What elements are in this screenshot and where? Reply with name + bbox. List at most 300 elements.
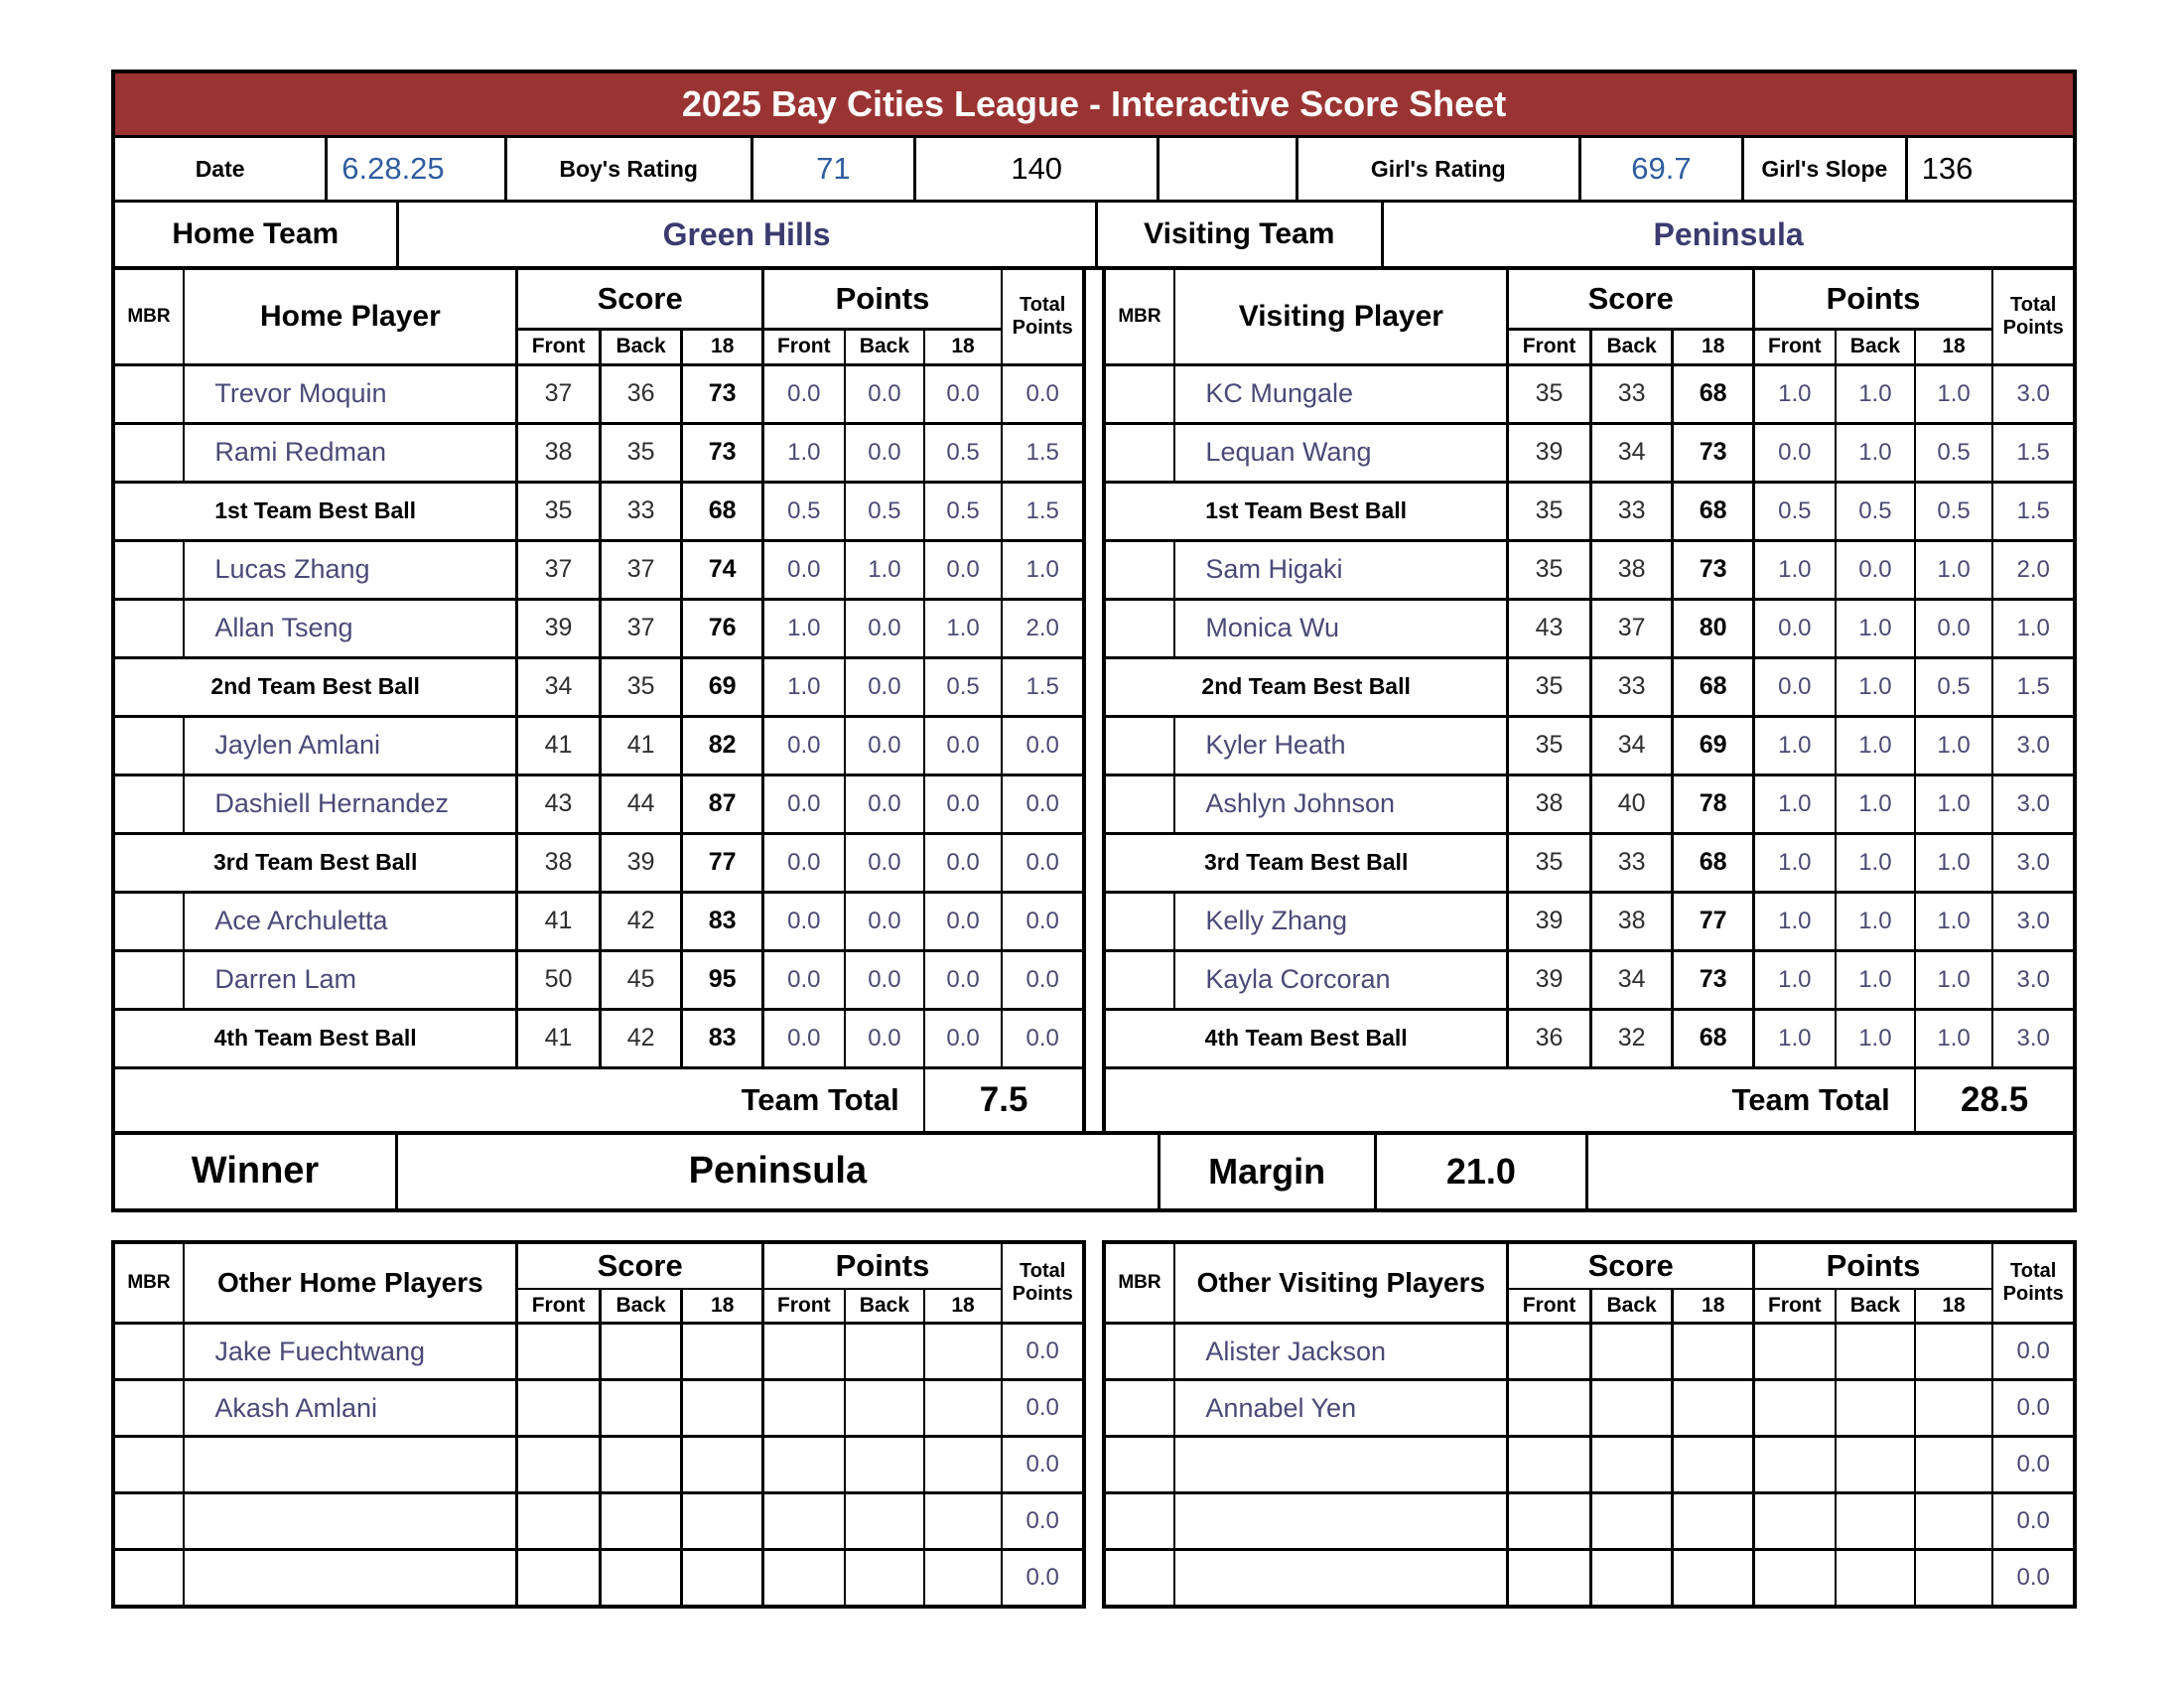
total-points-cell: 0.0	[1003, 1325, 1082, 1378]
points-18-cell	[925, 1551, 1001, 1605]
score-front-cell[interactable]: 38	[518, 425, 600, 481]
player-name-cell[interactable]: Ace Archuletta	[185, 894, 515, 949]
score-back-cell[interactable]: 33	[1592, 835, 1672, 891]
score-front-cell[interactable]: 41	[518, 894, 600, 949]
points-18-cell	[925, 1325, 1001, 1378]
player-name-cell[interactable]	[185, 1494, 515, 1548]
girls-rating-value-cell[interactable]: 69.7	[1581, 138, 1741, 200]
score-front-cell[interactable]	[518, 1325, 600, 1378]
mbr-cell[interactable]	[1106, 542, 1173, 598]
points-18-cell: 0.5	[925, 425, 1001, 481]
score-back-cell[interactable]: 41	[602, 718, 681, 774]
player-name-cell[interactable]: 3rd Team Best Ball	[1106, 835, 1506, 891]
other-visiting-table-header	[1106, 1244, 2073, 1323]
score-back-cell[interactable]: 33	[1592, 366, 1672, 422]
score-18-cell: 68	[1674, 659, 1753, 715]
table-row	[115, 366, 1082, 422]
score-front-cell[interactable]: 35	[1509, 718, 1590, 774]
table-row	[115, 1438, 1082, 1491]
player-name-cell[interactable]: 3rd Team Best Ball	[115, 835, 515, 891]
player-name-cell[interactable]: Darren Lam	[185, 952, 515, 1008]
points-front-cell: 1.0	[1755, 835, 1835, 891]
table-row	[115, 484, 1082, 539]
player-name-cell[interactable]: KC Mungale	[1175, 366, 1506, 422]
visiting-table-header	[1106, 270, 2073, 363]
score-18-cell	[1674, 1551, 1753, 1605]
score-back-cell[interactable]: 35	[602, 425, 681, 481]
total-points-cell: 2.0	[1003, 601, 1082, 656]
table-row	[115, 542, 1082, 598]
score-front-cell[interactable]: 41	[518, 718, 600, 774]
mbr-cell[interactable]	[115, 1325, 183, 1378]
other-home-players-header: Other Home Players	[185, 1244, 515, 1323]
score-front-cell[interactable]	[518, 1381, 600, 1435]
mbr-cell[interactable]	[1106, 1551, 1173, 1605]
score-back-cell[interactable]: 40	[1592, 776, 1672, 832]
table-row	[1106, 835, 2073, 891]
score-back-cell[interactable]	[1592, 1438, 1672, 1491]
points-back-cell	[846, 1494, 923, 1548]
points-18-cell: 0.5	[925, 659, 1001, 715]
score-back-cell[interactable]: 45	[602, 952, 681, 1008]
score-back-cell[interactable]	[1592, 1381, 1672, 1435]
points-18-header: 18	[925, 1290, 1001, 1322]
score-back-cell[interactable]: 33	[1592, 484, 1672, 539]
score-back-cell[interactable]: 34	[1592, 718, 1672, 774]
player-name-cell[interactable]: 4th Team Best Ball	[115, 1011, 515, 1066]
mbr-cell[interactable]	[115, 542, 183, 598]
points-18-cell: 1.0	[925, 601, 1001, 656]
points-back-cell: 1.0	[1837, 1011, 1914, 1066]
player-name-cell[interactable]: Kayla Corcoran	[1175, 952, 1506, 1008]
points-back-header: Back	[1837, 1290, 1914, 1322]
mbr-cell[interactable]	[1106, 952, 1173, 1008]
mbr-cell[interactable]	[1106, 718, 1173, 774]
total-points-cell: 1.5	[1003, 484, 1082, 539]
score-back-cell[interactable]: 36	[602, 366, 681, 422]
points-back-cell: 0.0	[846, 718, 923, 774]
player-name-cell[interactable]: Ashlyn Johnson	[1175, 776, 1506, 832]
player-name-cell[interactable]: 2nd Team Best Ball	[115, 659, 515, 715]
score-front-cell[interactable]	[518, 1551, 600, 1605]
points-front-cell: 1.0	[1755, 952, 1835, 1008]
player-name-cell[interactable]: Rami Redman	[185, 425, 515, 481]
score-18-cell: 87	[683, 776, 762, 832]
score-back-cell[interactable]	[602, 1494, 681, 1548]
player-name-cell[interactable]	[185, 1438, 515, 1491]
points-front-cell	[1755, 1325, 1835, 1378]
table-row	[1106, 1551, 2073, 1605]
score-back-cell[interactable]	[1592, 1325, 1672, 1378]
mbr-cell[interactable]	[115, 1494, 183, 1548]
score-front-cell[interactable]: 35	[1509, 542, 1590, 598]
mbr-cell[interactable]	[115, 776, 183, 832]
score-front-cell[interactable]: 35	[1509, 484, 1590, 539]
score-front-cell[interactable]	[518, 1494, 600, 1548]
mbr-cell[interactable]	[1106, 1325, 1173, 1378]
mbr-cell[interactable]	[115, 718, 183, 774]
player-name-cell[interactable]	[1175, 1438, 1506, 1491]
score-18-cell: 95	[683, 952, 762, 1008]
score-front-cell[interactable]: 50	[518, 952, 600, 1008]
total-points-cell: 1.5	[1993, 425, 2073, 481]
points-18-cell: 0.0	[925, 894, 1001, 949]
score-back-cell[interactable]: 39	[602, 835, 681, 891]
visiting-team-total-row	[1106, 1069, 2073, 1131]
points-18-cell	[925, 1438, 1001, 1491]
points-group-header: Points	[764, 270, 1001, 328]
mbr-cell[interactable]	[115, 1438, 183, 1491]
table-row	[115, 952, 1082, 1008]
points-front-cell: 0.0	[764, 1011, 844, 1066]
score-front-cell[interactable]: 39	[518, 601, 600, 656]
player-name-cell[interactable]: Lequan Wang	[1175, 425, 1506, 481]
player-name-cell[interactable]: Alister Jackson	[1175, 1325, 1506, 1378]
points-back-cell	[846, 1381, 923, 1435]
score-back-cell[interactable]: 44	[602, 776, 681, 832]
score-18-cell: 82	[683, 718, 762, 774]
total-points-cell: 0.0	[1993, 1494, 2073, 1548]
total-points-cell: 0.0	[1003, 835, 1082, 891]
points-18-cell: 0.5	[1916, 659, 1991, 715]
mbr-cell[interactable]	[115, 1381, 183, 1435]
total-points-header-line2: Points	[2002, 316, 2064, 339]
points-front-cell: 0.0	[1755, 425, 1835, 481]
points-18-cell	[1916, 1551, 1991, 1605]
table-row	[115, 1325, 1082, 1378]
margin-label: Margin	[1160, 1135, 1374, 1208]
margin-value-cell: 21.0	[1377, 1135, 1586, 1208]
total-points-header-line1: Total	[2010, 1259, 2057, 1282]
player-name-cell[interactable]: Monica Wu	[1175, 601, 1506, 656]
table-row	[1106, 952, 2073, 1008]
mbr-cell[interactable]	[1106, 1438, 1173, 1491]
mbr-cell[interactable]	[115, 425, 183, 481]
mbr-cell[interactable]	[115, 952, 183, 1008]
winner-blank-cell	[1588, 1135, 2073, 1208]
player-name-cell[interactable]	[185, 1551, 515, 1605]
score-18-cell: 77	[1674, 894, 1753, 949]
points-front-cell: 1.0	[1755, 1011, 1835, 1066]
score-18-cell: 73	[1674, 542, 1753, 598]
girls-slope-value-cell[interactable]: 136	[1908, 138, 2073, 200]
home-table-header	[115, 270, 1082, 363]
total-points-header-line1: Total	[2010, 293, 2057, 316]
score-front-cell[interactable]	[1509, 1381, 1590, 1435]
points-back-cell: 0.0	[846, 366, 923, 422]
score-front-cell[interactable]: 35	[1509, 366, 1590, 422]
page-title: 2025 Bay Cities League - Interactive Score Sheet	[115, 73, 2073, 135]
score-back-cell[interactable]	[602, 1438, 681, 1491]
boys-slope-value-cell[interactable]: 140	[916, 138, 1157, 200]
mbr-cell[interactable]	[115, 601, 183, 656]
score-front-cell[interactable]: 43	[1509, 601, 1590, 656]
points-back-cell: 1.0	[1837, 894, 1914, 949]
home-team-total-value: 7.5	[925, 1069, 1082, 1131]
total-points-cell: 1.5	[1003, 659, 1082, 715]
score-front-cell[interactable]	[1509, 1551, 1590, 1605]
points-back-cell: 1.0	[846, 542, 923, 598]
home-team-name-cell[interactable]: Green Hills	[399, 203, 1095, 266]
score-18-cell: 83	[683, 1011, 762, 1066]
total-points-cell: 1.5	[1003, 425, 1082, 481]
table-row	[1106, 1011, 2073, 1066]
table-row	[1106, 894, 2073, 949]
score-18-cell	[1674, 1325, 1753, 1378]
total-points-cell: 0.0	[1003, 1438, 1082, 1491]
points-front-cell: 1.0	[1755, 718, 1835, 774]
score-back-cell[interactable]	[602, 1551, 681, 1605]
total-points-cell: 1.5	[1993, 659, 2073, 715]
visiting-score-table	[1102, 266, 2077, 1135]
score-back-cell[interactable]: 38	[1592, 542, 1672, 598]
points-back-cell: 1.0	[1837, 659, 1914, 715]
score-back-cell[interactable]: 42	[602, 894, 681, 949]
total-points-cell: 0.0	[1003, 1551, 1082, 1605]
other-home-table-body	[115, 1325, 1082, 1605]
player-name-cell[interactable]: Kelly Zhang	[1175, 894, 1506, 949]
total-points-header-line1: Total	[1020, 293, 1066, 316]
points-front-cell: 0.0	[764, 366, 844, 422]
points-back-cell: 0.5	[846, 484, 923, 539]
score-18-cell: 83	[683, 894, 762, 949]
score-18-cell: 80	[1674, 601, 1753, 656]
score-front-cell[interactable]: 35	[518, 484, 600, 539]
player-name-cell[interactable]: Akash Amlani	[185, 1381, 515, 1435]
player-name-cell[interactable]: Kyler Heath	[1175, 718, 1506, 774]
player-name-cell[interactable]: Jake Fuechtwang	[185, 1325, 515, 1378]
score-back-cell[interactable]: 34	[1592, 952, 1672, 1008]
score-18-cell: 73	[1674, 952, 1753, 1008]
score-front-cell[interactable]: 39	[1509, 894, 1590, 949]
mbr-cell[interactable]	[115, 366, 183, 422]
score-back-cell[interactable]: 42	[602, 1011, 681, 1066]
score-18-cell: 73	[683, 425, 762, 481]
score-front-cell[interactable]: 35	[1509, 835, 1590, 891]
table-row	[1106, 601, 2073, 656]
home-team-total-row	[115, 1069, 1082, 1131]
winner-row	[111, 1131, 2077, 1212]
total-points-header	[1993, 1244, 2073, 1323]
score-front-cell[interactable]: 34	[518, 659, 600, 715]
visiting-team-name-cell[interactable]: Peninsula	[1384, 203, 2073, 266]
total-points-cell: 3.0	[1993, 718, 2073, 774]
score-front-header: Front	[1509, 331, 1590, 363]
player-name-cell[interactable]: Annabel Yen	[1175, 1381, 1506, 1435]
score-18-cell: 73	[1674, 425, 1753, 481]
points-back-cell: 1.0	[1837, 835, 1914, 891]
points-front-cell	[764, 1381, 844, 1435]
points-back-cell	[1837, 1438, 1914, 1491]
points-back-cell: 0.0	[846, 601, 923, 656]
score-front-cell[interactable]: 35	[1509, 659, 1590, 715]
score-front-cell[interactable]: 39	[1509, 952, 1590, 1008]
mbr-cell[interactable]	[1106, 366, 1173, 422]
points-18-cell: 0.0	[925, 835, 1001, 891]
girls-rating-label: Girl's Rating	[1298, 138, 1578, 200]
points-back-cell: 1.0	[1837, 425, 1914, 481]
table-row	[1106, 1325, 2073, 1378]
points-18-cell: 0.0	[925, 366, 1001, 422]
points-back-cell: 0.0	[846, 659, 923, 715]
points-front-cell: 1.0	[1755, 542, 1835, 598]
score-front-cell[interactable]	[1509, 1325, 1590, 1378]
score-front-cell[interactable]: 36	[1509, 1011, 1590, 1066]
points-18-cell: 1.0	[1916, 894, 1991, 949]
points-group-header: Points	[1755, 270, 1991, 328]
score-back-header: Back	[602, 1290, 681, 1322]
score-18-header: 18	[1674, 1290, 1753, 1322]
score-back-header: Back	[602, 331, 681, 363]
score-18-cell: 69	[1674, 718, 1753, 774]
player-name-cell[interactable]: Jaylen Amlani	[185, 718, 515, 774]
table-row	[115, 601, 1082, 656]
mbr-cell[interactable]	[1106, 894, 1173, 949]
player-name-cell[interactable]	[1175, 1551, 1506, 1605]
player-name-cell[interactable]: Dashiell Hernandez	[185, 776, 515, 832]
other-visiting-table-body	[1106, 1325, 2073, 1605]
score-18-cell	[683, 1381, 762, 1435]
table-row	[115, 776, 1082, 832]
score-front-cell[interactable]	[1509, 1494, 1590, 1548]
table-row	[1106, 1494, 2073, 1548]
score-front-cell[interactable]: 38	[1509, 776, 1590, 832]
total-points-cell: 0.0	[1003, 366, 1082, 422]
mbr-header: MBR	[1106, 1244, 1173, 1323]
points-18-cell: 0.0	[925, 1011, 1001, 1066]
meta-fields-row	[115, 138, 2073, 200]
points-back-cell: 0.0	[846, 776, 923, 832]
player-name-cell[interactable]: Trevor Moquin	[185, 366, 515, 422]
points-front-cell: 1.0	[764, 425, 844, 481]
points-back-header: Back	[846, 331, 923, 363]
player-name-cell[interactable]: Sam Higaki	[1175, 542, 1506, 598]
boys-rating-value-cell[interactable]: 71	[753, 138, 913, 200]
points-front-header: Front	[764, 1290, 844, 1322]
total-points-cell: 3.0	[1993, 952, 2073, 1008]
score-back-cell[interactable]: 33	[602, 484, 681, 539]
table-row	[1106, 484, 2073, 539]
mbr-cell[interactable]	[1106, 776, 1173, 832]
player-name-cell[interactable]	[1175, 1494, 1506, 1548]
score-18-cell: 68	[683, 484, 762, 539]
total-points-header	[1003, 270, 1082, 363]
score-back-cell[interactable]	[602, 1325, 681, 1378]
player-name-cell[interactable]: 1st Team Best Ball	[115, 484, 515, 539]
points-18-cell: 0.0	[925, 542, 1001, 598]
points-back-cell: 0.0	[846, 425, 923, 481]
player-name-cell[interactable]: 2nd Team Best Ball	[1106, 659, 1506, 715]
score-back-cell[interactable]	[1592, 1551, 1672, 1605]
total-points-header	[1993, 270, 2073, 363]
winner-label: Winner	[115, 1135, 395, 1208]
score-front-header: Front	[1509, 1290, 1590, 1322]
score-18-cell: 68	[1674, 1011, 1753, 1066]
other-home-table-header	[115, 1244, 1082, 1323]
total-points-cell: 3.0	[1993, 894, 2073, 949]
points-back-cell	[846, 1325, 923, 1378]
points-back-cell: 0.0	[846, 1011, 923, 1066]
player-name-cell[interactable]: 4th Team Best Ball	[1106, 1011, 1506, 1066]
points-18-cell	[1916, 1494, 1991, 1548]
score-back-cell[interactable]: 37	[1592, 601, 1672, 656]
total-points-cell: 1.0	[1003, 542, 1082, 598]
mbr-cell[interactable]	[1106, 425, 1173, 481]
score-front-header: Front	[518, 1290, 600, 1322]
points-back-cell: 1.0	[1837, 952, 1914, 1008]
home-score-table	[111, 266, 1086, 1135]
score-back-cell[interactable]	[1592, 1494, 1672, 1548]
score-back-cell[interactable]	[602, 1381, 681, 1435]
score-front-cell[interactable]: 39	[1509, 425, 1590, 481]
score-back-cell[interactable]: 37	[602, 601, 681, 656]
score-front-cell[interactable]: 37	[518, 542, 600, 598]
mbr-cell[interactable]	[1106, 1494, 1173, 1548]
total-points-cell: 0.0	[1003, 894, 1082, 949]
score-back-cell[interactable]: 34	[1592, 425, 1672, 481]
score-sheet	[111, 70, 2077, 1609]
mbr-cell[interactable]	[1106, 1381, 1173, 1435]
points-18-cell	[925, 1494, 1001, 1548]
score-front-cell[interactable]: 37	[518, 366, 600, 422]
total-points-cell: 3.0	[1993, 835, 2073, 891]
points-front-cell: 0.5	[1755, 484, 1835, 539]
points-back-cell	[1837, 1381, 1914, 1435]
score-back-cell[interactable]: 35	[602, 659, 681, 715]
points-front-cell: 1.0	[1755, 776, 1835, 832]
score-front-cell[interactable]: 43	[518, 776, 600, 832]
player-name-cell[interactable]: Lucas Zhang	[185, 542, 515, 598]
visiting-team-label: Visiting Team	[1098, 203, 1382, 266]
points-front-cell	[1755, 1494, 1835, 1548]
player-name-cell[interactable]: 1st Team Best Ball	[1106, 484, 1506, 539]
table-row	[1106, 1381, 2073, 1435]
points-front-cell	[1755, 1438, 1835, 1491]
score-front-cell[interactable]: 41	[518, 1011, 600, 1066]
score-front-cell[interactable]	[518, 1438, 600, 1491]
score-back-cell[interactable]: 38	[1592, 894, 1672, 949]
score-front-cell[interactable]	[1509, 1438, 1590, 1491]
score-back-cell[interactable]: 37	[602, 542, 681, 598]
mbr-cell[interactable]	[115, 894, 183, 949]
mbr-cell[interactable]	[1106, 601, 1173, 656]
table-row	[1106, 659, 2073, 715]
date-value-cell[interactable]: 6.28.25	[328, 138, 503, 200]
points-front-cell: 0.0	[1755, 601, 1835, 656]
score-18-cell: 69	[683, 659, 762, 715]
score-back-cell[interactable]: 32	[1592, 1011, 1672, 1066]
other-visiting-players-table	[1102, 1240, 2077, 1610]
points-18-cell	[925, 1381, 1001, 1435]
mbr-cell[interactable]	[115, 1551, 183, 1605]
points-back-cell	[846, 1551, 923, 1605]
score-18-header: 18	[1674, 331, 1753, 363]
table-row	[1106, 542, 2073, 598]
table-row	[115, 1381, 1082, 1435]
player-name-cell[interactable]: Allan Tseng	[185, 601, 515, 656]
score-back-cell[interactable]: 33	[1592, 659, 1672, 715]
meta-blank-cell	[1160, 138, 1296, 200]
points-18-cell: 0.0	[925, 718, 1001, 774]
points-18-cell: 0.0	[925, 952, 1001, 1008]
score-front-cell[interactable]: 38	[518, 835, 600, 891]
points-18-cell: 0.5	[1916, 425, 1991, 481]
score-18-cell	[683, 1325, 762, 1378]
points-front-cell: 0.0	[1755, 659, 1835, 715]
mbr-header: MBR	[115, 1244, 183, 1323]
total-points-header	[1003, 1244, 1082, 1323]
total-points-cell: 0.0	[1993, 1381, 2073, 1435]
